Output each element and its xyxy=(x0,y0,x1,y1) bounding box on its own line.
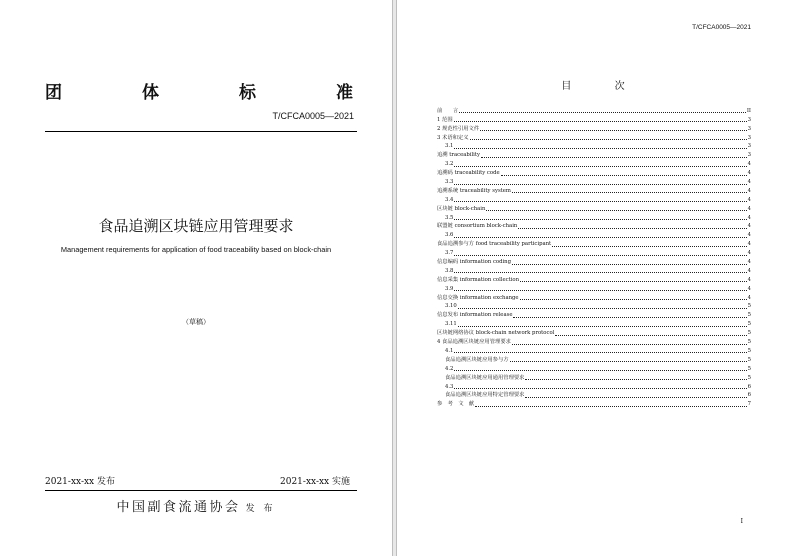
toc-entry-label: 3.4 xyxy=(445,196,454,203)
toc-leader-dots xyxy=(454,201,746,202)
page-number: I xyxy=(740,518,743,525)
standard-type-char: 团 xyxy=(45,83,64,103)
toc-entry[interactable] xyxy=(437,168,751,177)
toc-leader-dots xyxy=(470,139,747,140)
toc-entry-page: 6 xyxy=(747,392,751,399)
toc-entry-label: 联盟链 consortium block-chain xyxy=(437,223,518,230)
document-title-cn: 食品追溯区块链应用管理要求 xyxy=(98,217,294,235)
toc-leader-dots xyxy=(459,112,746,113)
toc-entry-page: 5 xyxy=(747,365,751,372)
toc-page xyxy=(396,0,788,556)
toc-entry[interactable] xyxy=(437,293,751,302)
toc-entry-page: II xyxy=(746,107,751,114)
standard-code-header: T/CFCA0005—2021 xyxy=(692,24,751,31)
top-divider xyxy=(45,131,357,132)
toc-leader-dots xyxy=(520,299,747,300)
toc-entry[interactable] xyxy=(437,177,751,186)
toc-entry-label: 前 言 xyxy=(437,107,459,114)
toc-entry-label: 3.9 xyxy=(445,285,454,292)
toc-entry-label: 3.10 xyxy=(445,303,457,310)
toc-leader-dots xyxy=(454,237,746,238)
toc-leader-dots xyxy=(501,175,747,176)
toc-entry-label: 3.7 xyxy=(445,250,454,257)
toc-entry[interactable] xyxy=(437,373,751,382)
toc-entry[interactable] xyxy=(437,346,751,355)
toc-entry[interactable] xyxy=(437,248,751,257)
toc-entry-label: 食品追溯区块链应用参与方 xyxy=(445,356,509,363)
toc-entry[interactable] xyxy=(437,124,751,133)
toc-entry-page: 5 xyxy=(747,356,751,363)
toc-entry[interactable] xyxy=(437,319,751,328)
issue-date: 2021-xx-xx 发布 xyxy=(45,477,115,487)
standard-type-char: 准 xyxy=(336,83,355,103)
toc-entry-page: 4 xyxy=(747,170,751,177)
toc-entry-label: 区块链 block-chain xyxy=(437,205,486,212)
toc-entry-page: 4 xyxy=(747,214,751,221)
toc-entry-page: 4 xyxy=(747,285,751,292)
standard-type-char: 标 xyxy=(239,83,258,103)
toc-entry-label: 3.6 xyxy=(445,232,454,239)
toc-entry-page: 3 xyxy=(747,134,751,141)
toc-leader-dots xyxy=(454,148,746,149)
toc-entry[interactable] xyxy=(437,204,751,213)
toc-entry-label: 3.11 xyxy=(445,321,457,328)
toc-entry-page: 5 xyxy=(747,312,751,319)
toc-entry-page: 5 xyxy=(747,347,751,354)
toc-entry[interactable] xyxy=(437,195,751,204)
toc-entry[interactable] xyxy=(437,310,751,319)
toc-leader-dots xyxy=(486,210,746,211)
draft-label: （草稿） xyxy=(182,318,210,326)
toc-leader-dots xyxy=(458,308,747,309)
toc-leader-dots xyxy=(525,397,746,398)
toc-leader-dots xyxy=(454,370,746,371)
toc-leader-dots xyxy=(454,219,746,220)
toc-leader-dots xyxy=(454,255,746,256)
toc-entry[interactable] xyxy=(437,115,751,124)
toc-entry[interactable] xyxy=(437,399,751,408)
issuer xyxy=(0,496,392,515)
toc-entry-label: 信息发布 information release xyxy=(437,312,513,319)
toc-list xyxy=(437,106,751,408)
toc-entry[interactable] xyxy=(437,222,751,231)
issuer-suffix: 发 布 xyxy=(245,504,276,514)
toc-entry[interactable] xyxy=(437,284,751,293)
toc-leader-dots xyxy=(454,290,746,291)
toc-entry-label: 4.2 xyxy=(445,365,454,372)
standard-type-heading xyxy=(45,78,355,103)
toc-entry-page: 3 xyxy=(747,125,751,132)
implementation-date: 2021-xx-xx 实施 xyxy=(280,477,350,487)
toc-entry-label: 4 食品追溯区块链应用管理要求 xyxy=(437,339,511,346)
toc-entry[interactable] xyxy=(437,257,751,266)
toc-entry[interactable] xyxy=(437,239,751,248)
toc-entry-label: 3.3 xyxy=(445,179,454,186)
toc-leader-dots xyxy=(513,317,746,318)
toc-entry-label: 参 考 文 献 xyxy=(437,401,475,408)
toc-entry-page: 4 xyxy=(747,223,751,230)
toc-entry-label: 3.8 xyxy=(445,267,454,274)
toc-leader-dots xyxy=(454,272,746,273)
toc-entry-page: 6 xyxy=(747,383,751,390)
bottom-divider xyxy=(45,490,357,491)
standard-code: T/CFCA0005—2021 xyxy=(272,111,354,121)
toc-entry-label: 追溯系统 traceability system xyxy=(437,187,511,194)
toc-entry-page: 3 xyxy=(747,116,751,123)
toc-entry-page: 5 xyxy=(747,321,751,328)
toc-leader-dots xyxy=(512,264,747,265)
toc-entry[interactable] xyxy=(437,328,751,337)
toc-leader-dots xyxy=(481,157,747,158)
toc-entry-label: 1 范围 xyxy=(437,116,453,123)
toc-entry-page: 5 xyxy=(747,330,751,337)
toc-entry[interactable] xyxy=(437,337,751,346)
cover-page xyxy=(0,0,393,556)
toc-entry-page: 4 xyxy=(747,259,751,266)
toc-entry-label: 食品追溯区块链应用特定管理要求 xyxy=(445,392,525,399)
toc-entry-page: 4 xyxy=(747,196,751,203)
toc-leader-dots xyxy=(475,406,747,407)
toc-entry[interactable] xyxy=(437,275,751,284)
toc-entry[interactable] xyxy=(437,186,751,195)
toc-entry[interactable] xyxy=(437,159,751,168)
toc-entry-label: 3.5 xyxy=(445,214,454,221)
toc-entry-label: 追溯 traceability xyxy=(437,152,480,159)
toc-entry-page: 4 xyxy=(747,276,751,283)
toc-entry-page: 4 xyxy=(747,179,751,186)
toc-leader-dots xyxy=(518,228,746,229)
toc-entry-label: 3.2 xyxy=(445,161,454,168)
toc-entry-label: 信息编码 information coding xyxy=(437,259,511,266)
toc-entry[interactable] xyxy=(437,266,751,275)
toc-entry[interactable] xyxy=(437,150,751,159)
toc-entry-page: 4 xyxy=(747,294,751,301)
toc-entry-label: 4.3 xyxy=(445,383,454,390)
toc-entry[interactable] xyxy=(437,230,751,239)
toc-entry-label: 追溯码 traceability code xyxy=(437,170,500,177)
toc-entry-label: 4.1 xyxy=(445,347,454,354)
toc-entry-label: 3 术语和定义 xyxy=(437,134,469,141)
toc-entry-page: 4 xyxy=(747,267,751,274)
toc-entry-page: 4 xyxy=(747,241,751,248)
toc-leader-dots xyxy=(512,344,747,345)
toc-entry[interactable] xyxy=(437,106,751,115)
toc-entry-page: 4 xyxy=(747,187,751,194)
toc-entry-label: 食品追溯参与方 food traceability participant xyxy=(437,241,552,248)
toc-entry-page: 4 xyxy=(747,161,751,168)
toc-entry-label: 信息采集 information collection xyxy=(437,276,520,283)
toc-entry-page: 5 xyxy=(747,303,751,310)
toc-entry-page: 4 xyxy=(747,232,751,239)
toc-entry-label: 信息交换 information exchange xyxy=(437,294,519,301)
toc-entry-page: 4 xyxy=(747,205,751,212)
toc-entry[interactable] xyxy=(437,364,751,373)
toc-leader-dots xyxy=(454,352,746,353)
toc-leader-dots xyxy=(458,326,747,327)
toc-leader-dots xyxy=(510,361,747,362)
toc-leader-dots xyxy=(454,184,746,185)
toc-entry[interactable] xyxy=(437,355,751,364)
toc-leader-dots xyxy=(454,166,746,167)
toc-entry-page: 3 xyxy=(747,143,751,150)
toc-entry-label: 区块链网络协议 block-chain network protocol xyxy=(437,330,555,337)
toc-entry[interactable] xyxy=(437,213,751,222)
toc-entry-label: 食品追溯区块链应用通用管理要求 xyxy=(445,374,525,381)
toc-entry[interactable] xyxy=(437,391,751,400)
issuer-name: 中国副食流通协会 xyxy=(116,500,241,515)
toc-entry-page: 7 xyxy=(747,401,751,408)
standard-type-char: 体 xyxy=(142,83,161,103)
toc-leader-dots xyxy=(454,121,747,122)
toc-leader-dots xyxy=(480,130,746,131)
toc-entry-label: 3.1 xyxy=(445,143,454,150)
toc-entry-page: 3 xyxy=(747,152,751,159)
toc-leader-dots xyxy=(552,246,746,247)
toc-leader-dots xyxy=(454,388,746,389)
toc-title: 目 次 xyxy=(561,81,645,92)
toc-leader-dots xyxy=(525,379,746,380)
toc-entry-page: 5 xyxy=(747,339,751,346)
toc-entry-page: 5 xyxy=(747,374,751,381)
toc-leader-dots xyxy=(555,335,746,336)
document-title-en: Management requirements for application of food traceability based on block-chain xyxy=(60,245,332,254)
toc-leader-dots xyxy=(512,192,747,193)
toc-entry[interactable] xyxy=(437,142,751,151)
toc-entry[interactable] xyxy=(437,133,751,142)
toc-leader-dots xyxy=(520,281,747,282)
toc-entry-label: 2 规范性引用文件 xyxy=(437,125,480,132)
toc-entry[interactable] xyxy=(437,382,751,391)
toc-entry-page: 4 xyxy=(747,250,751,257)
toc-entry[interactable] xyxy=(437,302,751,311)
